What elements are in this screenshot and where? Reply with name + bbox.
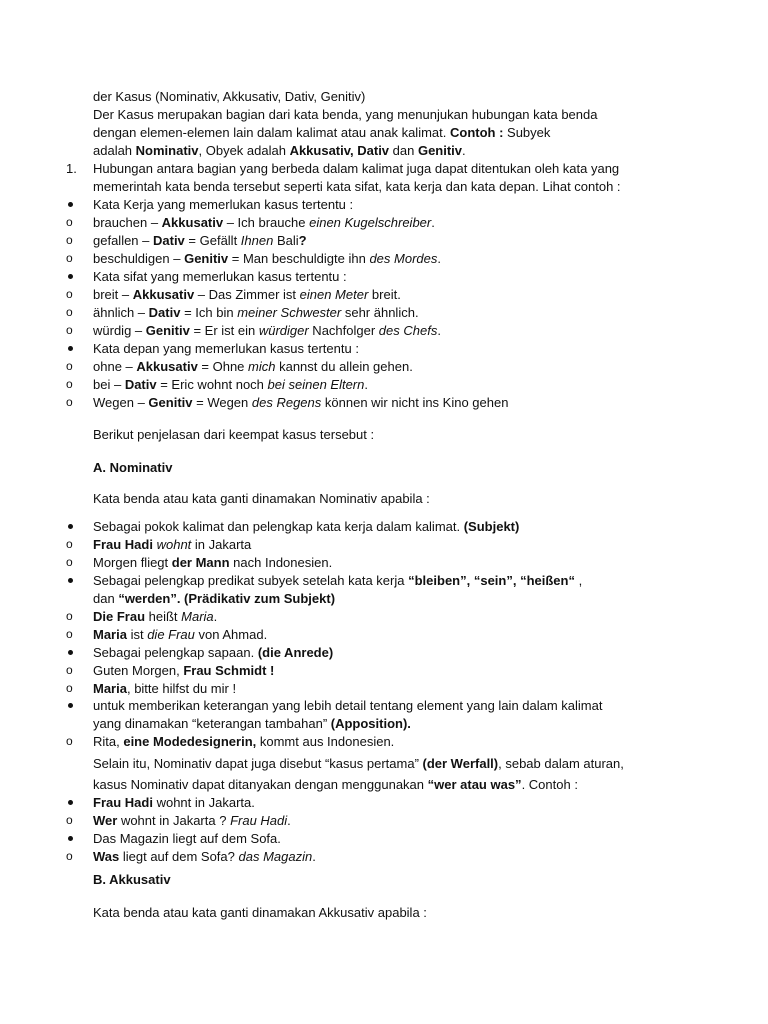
list-item [93,626,267,643]
list-item-text: , [574,573,583,588]
list-item-text: ? [298,233,307,248]
list-item [93,715,411,732]
list-item-text: Dativ [148,305,181,320]
list-item [93,214,435,231]
list-item-text: = Gefällt [184,233,241,248]
intro-line-4 [93,142,466,159]
list-item-text: des Mordes [369,251,438,266]
bullet-dot [66,572,82,589]
bullet-circle: o [66,359,73,373]
list-item [93,250,441,267]
intro-line-3 [93,124,550,141]
intro-bold: Genitiv [417,143,463,158]
list-item [93,358,413,375]
list-item-text: Kata sifat yang memerlukan kasus tertentu : [93,269,347,284]
bullet-dot [66,697,82,714]
list-item-text: . [437,323,441,338]
list-item [93,644,333,661]
list-item-text: des Chefs [378,323,438,338]
list-item-text: Dativ [153,233,185,248]
list-item-text: = Man beschuldigte ihn [228,251,370,266]
intro-text: der Kasus (Nominativ, Akkusativ, Dativ, Genitiv) [93,89,366,104]
list-item-text: Kata Kerja yang memerlukan kasus tertentu : [93,197,354,212]
list-item [93,662,274,679]
bullet-circle: o [66,215,73,229]
list-item [93,304,419,321]
list-item-text: liegt auf dem Sofa? [119,849,239,864]
list-item-text: = Ich bin [180,305,238,320]
list-item-text: Maria [93,627,127,642]
list-item-text: (die Anrede) [257,645,334,660]
list-item-text: “bleiben”, “sein”, “heißen“ [408,573,575,588]
list-item-text: Akkusativ [161,215,224,230]
list-item-text: Maria [181,609,214,624]
list-item [93,794,255,811]
list-item-text: Frau Hadi [93,537,153,552]
list-item-text: Nachfolger [308,323,379,338]
list-item-text: Morgen fliegt [93,555,172,570]
bullet-circle: o [66,323,73,337]
list-item-text: in Jakarta [191,537,252,552]
list-item [93,755,624,772]
list-item-text: Das Magazin liegt auf dem Sofa. [93,831,281,846]
list-item-text: . [364,377,368,392]
list-item [93,394,508,411]
list-item-text: einen Kugelschreiber [309,215,432,230]
bullet-circle: o [66,233,73,247]
list-item-text: Wer [93,813,118,828]
list-item-text: (Subjekt) [463,519,520,534]
list-item [93,680,236,697]
bullet-dot [66,830,82,847]
list-item-text: (der Werfall) [422,756,499,771]
list-item-text: Frau Schmidt ! [183,663,275,678]
bullet-circle: o [66,537,73,551]
list-item-text: beschuldigen – [93,251,185,266]
list-item-text: ist [126,627,148,642]
bullet-circle: o [66,305,73,319]
list-item-text: Akkusativ [132,287,195,302]
list-item-text: mich [248,359,276,374]
list-item-text: Maria [93,681,127,696]
list-item-text: der Mann [171,555,230,570]
intro-text: , Obyek adalah [198,143,290,158]
list-item-text: Genitiv [148,395,193,410]
bullet-circle: o [66,377,73,391]
list-item-text: können wir nicht ins Kino gehen [321,395,509,410]
list-item-text: Frau Hadi [230,813,288,828]
list-item-text: yang dinamakan “keterangan tambahan” [93,716,331,731]
list-item-text: kannst du allein gehen. [275,359,413,374]
list-item-text: wohnt in Jakarta. [152,795,255,810]
bullet-circle: o [66,681,73,695]
list-item-text: einen Meter [299,287,369,302]
list-item-text: Akkusativ [136,359,198,374]
list-item-text: Frau Hadi [93,795,153,810]
list-item-text: . [213,609,218,624]
list-item [93,608,217,625]
list-item-text: Rita, [93,734,124,749]
list-item-text: kommt aus Indonesien. [256,734,395,749]
intro-text: dengan elemen-elemen lain dalam kalimat atau anak kalimat. [93,125,450,140]
list-item-text: dan [93,591,119,606]
list-item-text: Genitiv [145,323,190,338]
list-number: 1. [66,161,77,176]
list-item-text: (Apposition). [330,716,411,731]
list-item-text: Sebagai pelengkap predikat subyek setelah kata kerja [93,573,409,588]
item1-line-1: Hubungan antara bagian yang berbeda dalam kalimat juga dapat ditentukan oleh kata yang [93,161,620,176]
list-item-text: = Er ist ein [189,323,259,338]
bullet-circle: o [66,627,73,641]
list-item-text: , bitte hilfst du mir ! [126,681,237,696]
list-item-text: Was [93,849,120,864]
list-item-text: “werden”. (Prädikativ zum Subjekt) [118,591,336,606]
list-item [93,536,251,553]
list-item-text: Ihnen [240,233,274,248]
list-item-text: Sebagai pokok kalimat dan pelengkap kata kerja dalam kalimat. [93,519,464,534]
list-item [93,232,307,249]
list-item-text: Wegen – [93,395,149,410]
bullet-dot [66,794,82,811]
list-item-text: breit. [368,287,401,302]
list-item [93,554,332,571]
list-item-text: bei seinen Eltern [267,377,365,392]
bullet-circle: o [66,663,73,677]
list-item-text: Genitiv [184,251,229,266]
list-item-text: Sebagai pelengkap sapaan. [93,645,258,660]
list-item-text: . [431,215,435,230]
list-item-text: ähnlich – [93,305,149,320]
list-item-text: das Magazin [238,849,313,864]
list-item-text: des Regens [251,395,322,410]
list-item-text: Kata depan yang memerlukan kasus tertentu : [93,341,359,356]
list-item [93,733,394,750]
item1-line-2: memerintah kata benda tersebut seperti kata sifat, kata kerja dan kata depan. Lihat contoh : [93,179,621,194]
berikut-text: Berikut penjelasan dari keempat kasus tersebut : [93,427,375,442]
list-item [93,776,578,793]
intro-line-1 [93,88,365,105]
bullet-circle: o [66,251,73,265]
list-item-text: Selain itu, Nominativ dapat juga disebut “kasus pertama” [93,756,423,771]
list-item-text: “wer atau was” [427,777,522,792]
bullet-dot [66,518,82,535]
list-item-text: Dativ [124,377,157,392]
list-item [93,376,368,393]
bullet-circle: o [66,813,73,827]
list-item-text: untuk memberikan keterangan yang lebih detail tentang element yang lain dalam kalimat [93,698,603,713]
list-item-text: = Eric wohnt noch [156,377,268,392]
list-item-text: sehr ähnlich. [341,305,419,320]
intro-akkusativ: Kata benda atau kata ganti dinamakan Akkusativ apabila : [93,905,427,920]
list-item-text: von Ahmad. [194,627,268,642]
list-item-text: wohnt [156,537,192,552]
intro-nominativ: Kata benda atau kata ganti dinamakan Nominativ apabila : [93,491,430,506]
bullet-dot [66,196,82,213]
list-item-text: Die Frau [93,609,146,624]
intro-text: Der Kasus merupakan bagian dari kata benda, yang menunjukan hubungan kata benda [93,107,598,122]
list-item-text: = Ohne [197,359,249,374]
list-item-text: = Wegen [192,395,252,410]
list-item-text: . [437,251,441,266]
list-item-text: heißt [145,609,182,624]
list-item-text: die Frau [147,627,195,642]
list-item [93,286,401,303]
list-item-text: würdiger [258,323,309,338]
list-item [93,572,582,589]
list-item-text: breit – [93,287,133,302]
heading-akkusativ: B. Akkusativ [93,872,171,887]
list-item-text: ohne – [93,359,137,374]
list-item-text: brauchen – [93,215,162,230]
intro-bold: Akkusativ, Dativ [289,143,390,158]
list-item-text: . [287,813,291,828]
bullet-circle: o [66,395,73,409]
list-item-text: nach Indonesien. [229,555,333,570]
list-item-text: bei – [93,377,125,392]
bullet-circle: o [66,555,73,569]
list-item-text: , sebab dalam aturan, [498,756,624,771]
list-item [93,340,359,357]
list-item-text: meiner Schwester [237,305,342,320]
list-item [93,268,347,285]
list-item [93,196,353,213]
list-item-text: würdig – [93,323,146,338]
list-item [93,812,291,829]
bullet-circle: o [66,287,73,301]
intro-text: . [462,143,466,158]
list-item [93,848,316,865]
list-item [93,697,602,714]
intro-text: Subyek [503,125,551,140]
bullet-circle: o [66,609,73,623]
bullet-dot [66,340,82,357]
heading-nominativ: A. Nominativ [93,460,173,475]
bullet-circle: o [66,734,73,748]
list-item-text: . Contoh : [521,777,578,792]
intro-text: dan [389,143,418,158]
list-item [93,590,335,607]
list-item-text: gefallen – [93,233,153,248]
list-item [93,518,519,535]
list-item-text: Guten Morgen, [93,663,184,678]
intro-bold: Nominativ [135,143,199,158]
list-item-text: eine Modedesignerin, [123,734,257,749]
list-item-text: kasus Nominativ dapat ditanyakan dengan menggunakan [93,777,428,792]
intro-text: adalah [93,143,136,158]
intro-line-2 [93,106,597,123]
bullet-circle: o [66,849,73,863]
intro-bold: Contoh : [449,125,504,140]
list-item-text: . [312,849,316,864]
list-item-text: – Ich brauche [223,215,310,230]
list-item-text: wohnt in Jakarta ? [117,813,231,828]
bullet-dot [66,644,82,661]
list-item-text: – Das Zimmer ist [194,287,300,302]
bullet-dot [66,268,82,285]
list-item [93,322,441,339]
list-item-text: Bali [273,233,299,248]
list-item [93,830,281,847]
